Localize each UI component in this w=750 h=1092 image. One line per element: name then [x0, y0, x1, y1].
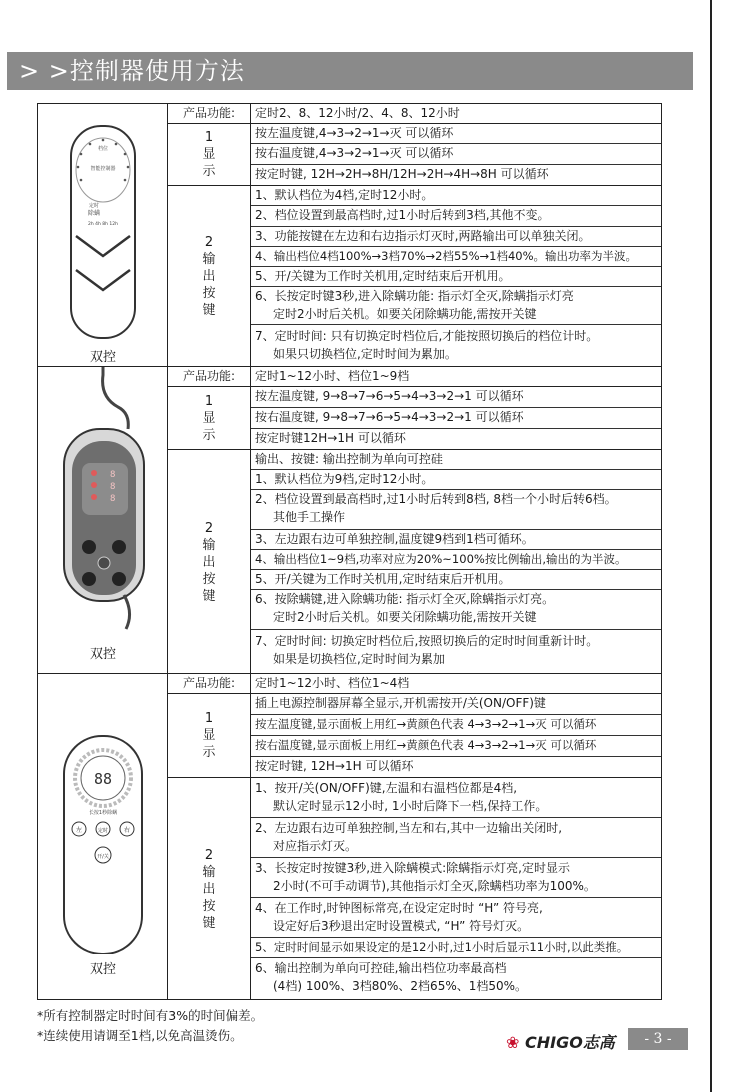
table-row — [251, 818, 661, 858]
controller-block-2 — [37, 367, 662, 674]
table-row — [251, 958, 661, 1000]
table-row: 按左温度键,4→3→2→1→灭 可以循环 — [251, 124, 661, 144]
remote-label-timer: 定时 — [88, 203, 100, 209]
table-row: 按定时键, 12H→1H 可以循环 — [251, 757, 661, 778]
output-section-label — [168, 450, 251, 674]
controller-image-cell — [38, 674, 168, 1000]
table-row: 按右温度键, 9→8→7→6→5→4→3→2→1 可以循环 — [251, 408, 661, 429]
table-row: 3、功能按键在左边和右边指示灯灭时,两路输出可以单独关闭。 — [251, 227, 661, 247]
section-char: 显 — [202, 410, 216, 426]
display-section-label — [168, 124, 251, 186]
display-section-label — [168, 387, 251, 450]
row-line: 7、定时时间: 只有切换定时档位后,才能按照切换后的档位计时。 — [255, 329, 599, 343]
table-row: 插上电源控制器屏幕全显示,开机需按开/关(ON/OFF)键 — [251, 694, 661, 715]
table-row — [251, 778, 661, 818]
row-line: 1、按开/关(ON/OFF)键,左温和右温档位都是4档, — [255, 781, 518, 795]
table-row: 5、定时时间显示如果设定的是12小时,过1小时后显示11小时,以此类推。 — [251, 938, 661, 958]
table-row: 4、输出档位1~9档,功率对应为20%~100%按比例输出,输出的为半波。 — [251, 550, 661, 570]
table-row: 按左温度键,显示面板上用红→黄颜色代表 4→3→2→1→灭 可以循环 — [251, 715, 661, 736]
table-row: 按右温度键,显示面板上用红→黄颜色代表 4→3→2→1→灭 可以循环 — [251, 736, 661, 757]
table-row — [251, 630, 661, 674]
section-number: 1 — [204, 711, 214, 726]
product-function-value: 定时1~12小时、档位1~9档 — [251, 367, 661, 387]
row-line: 其他手工操作 — [273, 510, 346, 524]
section-char: 键 — [202, 915, 216, 931]
section-char: 输 — [202, 864, 216, 880]
row-line: 如果只切换档位,定时时间为累加。 — [273, 347, 457, 361]
controller-image-cell — [38, 367, 168, 674]
product-function-value: 定时2、8、12小时/2、4、8、12小时 — [251, 104, 661, 124]
table-row: 5、开/关键为工作时关机用,定时结束后开机用。 — [251, 267, 661, 287]
remote-label-mid: 智能控制器 — [90, 166, 116, 172]
remote-label-ticks: 2h 4h 8h 12h — [87, 222, 119, 227]
section-char: 出 — [202, 881, 216, 897]
table-row — [251, 490, 661, 530]
controller-caption: 双控 — [89, 962, 116, 977]
product-function-label: 产品功能: — [168, 367, 251, 387]
row-line: 定时2小时后关机。如要关闭除螨功能,需按开关键 — [273, 307, 537, 321]
row-line: 如果是切换档位,定时时间为累加 — [273, 652, 445, 666]
controller-block-3 — [37, 674, 662, 1000]
row-line: 定时2小时后关机。如要关闭除螨功能,需按开关键 — [273, 610, 537, 624]
row-line: 6、输出控制为单向可控硅,输出档位功率最高档 — [255, 961, 507, 975]
section-char: 按 — [202, 571, 216, 587]
controller-block-1 — [37, 103, 662, 367]
table-row — [251, 590, 661, 630]
row-line: 6、按除螨键,进入除螨功能: 指示灯全灭,除螨指示灯亮。 — [255, 592, 555, 606]
remote-control-2-illustration — [38, 367, 168, 637]
product-function-label: 产品功能: — [168, 674, 251, 694]
row-line: 对应指示灯灭。 — [273, 839, 358, 853]
table-row: 1、默认档位为4档,定时12小时。 — [251, 186, 661, 206]
section-number: 2 — [204, 847, 214, 863]
remote-label-caption: 长按1秒除螨 — [88, 810, 118, 816]
section-char: 按 — [202, 898, 216, 914]
section-header — [7, 52, 693, 90]
section-char: 键 — [202, 588, 216, 604]
svg-text:8: 8 — [110, 494, 116, 504]
display-section-label — [168, 694, 251, 778]
remote-btn-left: 左 — [75, 827, 83, 834]
section-number: 1 — [204, 393, 214, 409]
output-section-label — [168, 186, 251, 366]
table-row: 按左温度键, 9→8→7→6→5→4→3→2→1 可以循环 — [251, 387, 661, 408]
table-row — [251, 325, 661, 366]
row-line: 2、档位设置到最高档时,过1小时后转到8档, 8档一个小时后转6档。 — [255, 492, 617, 506]
svg-text:8: 8 — [110, 470, 116, 480]
row-line: 3、长按定时按键3秒,进入除螨模式:除螨指示灯亮,定时显示 — [255, 861, 570, 875]
footnote-timer-deviation: *所有控制器定时时间有3%的时间偏差。 — [37, 1008, 264, 1023]
section-char: 示 — [202, 164, 216, 179]
table-row — [251, 898, 661, 938]
section-char: 出 — [202, 268, 216, 284]
row-line: 2小时(不可手动调节),其他指示灯全灭,除螨档功率为100%。 — [273, 879, 596, 893]
table-row — [251, 858, 661, 898]
table-row — [251, 287, 661, 325]
remote-label-top: 档位 — [97, 146, 109, 152]
remote-control-3-illustration — [38, 674, 168, 954]
section-number: 1 — [204, 130, 214, 145]
footnote-burn-warning: *连续使用请调至1档,以免高温烫伤。 — [37, 1028, 243, 1043]
controller-caption: 双控 — [89, 647, 116, 662]
row-line: 6、长按定时键3秒,进入除螨功能: 指示灯全灭,除螨指示灯亮 — [255, 289, 574, 303]
row-line: 2、左边跟右边可单独控制,当左和右,其中一边输出关闭时, — [255, 821, 563, 835]
row-line: 7、定时时间: 切换定时档位后,按照切换后的定时时间重新计时。 — [255, 634, 599, 648]
chigo-logo — [506, 1030, 615, 1053]
section-number: 2 — [204, 234, 214, 250]
controller-caption: 双控 — [89, 350, 116, 365]
row-line: 设定好后3秒退出定时设置模式, “H” 符号灯灭。 — [273, 919, 530, 933]
chigo-logo-icon: ❀ — [506, 1033, 520, 1052]
row-line: 默认定时显示12小时, 1小时后降下一档,保持工作。 — [273, 799, 548, 813]
table-row: 按右温度键,4→3→2→1→灭 可以循环 — [251, 144, 661, 165]
section-title: > >控制器使用方法 — [19, 57, 245, 85]
table-row: 1、默认档位为9档,定时12小时。 — [251, 470, 661, 490]
svg-text:8: 8 — [110, 482, 116, 492]
table-row: 5、开/关键为工作时关机用,定时结束后开机用。 — [251, 570, 661, 590]
section-char: 示 — [202, 745, 216, 760]
section-char: 示 — [202, 427, 216, 443]
table-row: 3、左边跟右边可单独控制,温度键9档到1档可循环。 — [251, 530, 661, 550]
row-line: (4档) 100%、3档80%、2档65%、1档50%。 — [273, 979, 528, 993]
section-char: 输 — [202, 537, 216, 553]
section-char: 输 — [202, 251, 216, 267]
page-edge-rule — [710, 0, 712, 1092]
remote-control-1-illustration — [38, 110, 168, 350]
output-section-label — [168, 778, 251, 1000]
table-row: 按定时键, 12H→2H→8H/12H→2H→4H→8H 可以循环 — [251, 165, 661, 186]
product-function-value: 定时1~12小时、档位1~4档 — [251, 674, 661, 694]
remote-display-digits: 88 — [93, 770, 113, 788]
brand-name: CHIGO志高 — [524, 1033, 615, 1052]
table-row: 4、输出档位4档100%→3档70%→2档55%→1档40%。输出功率为半波。 — [251, 247, 661, 267]
section-char: 显 — [202, 147, 216, 162]
row-line: 4、在工作时,时钟图标常亮,在设定定时时 “H” 符号亮, — [255, 901, 543, 915]
table-row: 按定时键12H→1H 可以循环 — [251, 429, 661, 450]
remote-btn-timer: 定时 — [97, 828, 109, 834]
section-char: 显 — [202, 728, 216, 743]
section-char: 出 — [202, 554, 216, 570]
table-row: 2、档位设置到最高档时,过1小时后转到3档,其他不变。 — [251, 206, 661, 227]
table-row: 输出、按键: 输出控制为单向可控硅 — [251, 450, 661, 470]
remote-btn-right: 右 — [123, 827, 131, 834]
controller-image-cell — [38, 104, 168, 366]
section-char: 按 — [202, 285, 216, 301]
remote-btn-power: 开/关 — [97, 854, 109, 860]
page-number: - 3 - — [628, 1028, 688, 1050]
section-char: 键 — [202, 302, 216, 318]
product-function-label: 产品功能: — [168, 104, 251, 124]
remote-label-mite: 除螨 — [87, 210, 101, 217]
section-number: 2 — [204, 520, 214, 536]
